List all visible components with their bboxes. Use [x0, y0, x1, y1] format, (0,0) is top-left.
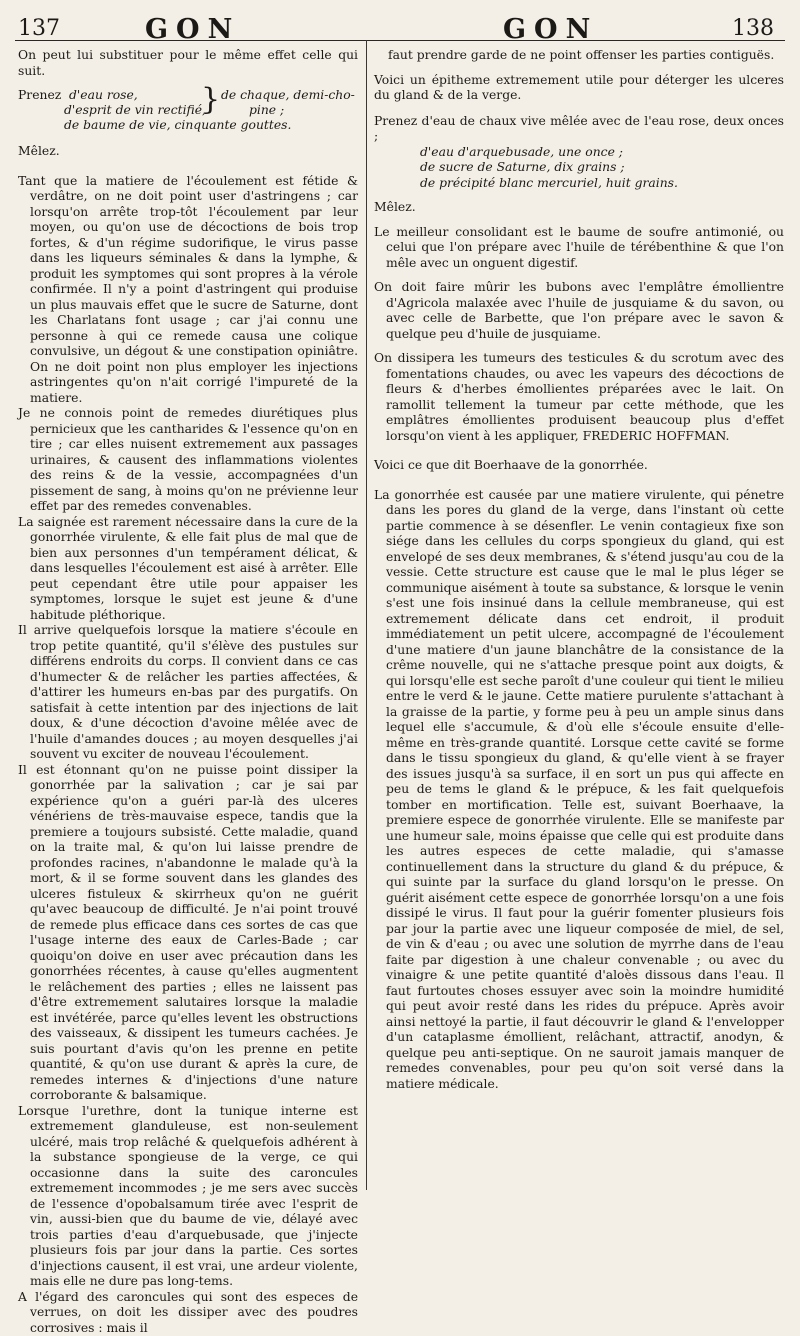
melez-label: Mêlez.	[18, 144, 358, 160]
recipe-line: de précipité blanc mercuriel, huit grains.	[374, 176, 784, 192]
left-page-number: 137	[18, 16, 60, 41]
recipe-note: de chaque, demi-cho-	[221, 88, 355, 104]
paragraph: On dissipera les tumeurs des testicules & du scrotum avec des fomentations chaudes, ou avec les vapeurs des décoctions de fleurs & d'herbes émollientes préparées avec le lait. On ramollit tellement la tumeur par cette méthode, que les emplâtres émollientes produisent beaucoup plus d'effet lorsqu'on vient à les appliquer, FREDERIC HOFFMAN.	[374, 351, 784, 444]
recipe-prenez: Prenez	[18, 88, 61, 104]
column-divider	[366, 40, 367, 1190]
paragraph: A l'égard des caroncules qui sont des especes de verrues, on doit les dissiper avec des poudres corrosives : mais il	[18, 1290, 358, 1336]
recipe-item: d'eau rose,	[69, 88, 138, 104]
recipe-block-left	[18, 88, 358, 135]
paragraph: Il arrive quelquefois lorsque la matiere s'écoule en trop petite quantité, qu'il s'élève des pustules sur différens endroits du corps. Il convient dans ce cas d'humecter & de relâcher les parties affectées, & d'attirer les humeurs en-bas par des purgatifs. On satisfait à cette intention par des injections de lait doux, & d'une décoction d'avoine mêlée avec de l'huile d'amandes douces ; au moyen desquelles j'ai souvent vu exciter de nouveau l'écoulement.	[18, 623, 358, 763]
recipe-line: Prenez d'eau de chaux vive mêlée avec de l'eau rose, deux onces ;	[374, 114, 784, 145]
left-running-head: GON	[145, 14, 240, 45]
recipe-line: de sucre de Saturne, dix grains ;	[374, 160, 784, 176]
header-rule	[15, 40, 785, 41]
recipe-item: de baume de vie, cinquante gouttes.	[64, 118, 291, 134]
boerhaave-heading: Voici ce que dit Boerhaave de la gonorrhée.	[374, 458, 784, 474]
recipe-item: d'esprit de vin rectifié,	[64, 103, 206, 119]
paragraph: La saignée est rarement nécessaire dans la cure de la gonorrhée virulente, & elle fait plus de mal que de bien aux personnes d'un tempérament délicat, & dans lesquelles l'écoulement est aisé à arrêter. Elle peut cependant être utile pour appaiser les symptomes, lorsque le sujet est jeune & d'une habitude pléthorique.	[18, 515, 358, 624]
paragraph: On doit faire mûrir les bubons avec l'emplâtre émollientre d'Agricola malaxée avec l'huile de jusquiame & du savon, ou avec celle de Barbette, que l'on prépare avec le savon & quelque peu d'huile de jusquiame.	[374, 280, 784, 342]
paragraph: Il est étonnant qu'on ne puisse point dissiper la gonorrhée par la salivation ; car je sai par expérience qu'on a guéri par-là des ulceres vénériens de très-mauvaise espece, tandis que la premiere a toujours subsisté. Cette maladie, quand on la traite mal, & qu'on lui laisse prendre de profondes racines, n'abandonne le malade qu'à la mort, & il se forme souvent dans les glandes des ulceres fistuleux & skirrheux qu'on ne guérit qu'avec beaucoup de difficulté. Je n'ai point trouvé de remede plus efficace dans ces sortes de cas que l'usage interne des eaux de Carles-Bade ; car quoiqu'on doive en user avec précaution dans les gonorrhées récentes, à cause qu'elles augmentent le relâchement des parties ; elles ne laissent pas d'être extremement salutaires lorsque la maladie est invétérée, parce qu'elles levent les obstructions des vaisseaux, & dissipent les tumeurs cachées. Je suis pourtant d'avis qu'on les prenne en petite quantité, & qu'on use durant & après la cure, de remedes internes & d'injections d'une nature corroborante & balsamique.	[18, 763, 358, 1104]
paragraph: Lorsque l'urethre, dont la tunique interne est extremement glanduleuse, est non-seulement ulcéré, mais trop relâché & quelquefois adhérent à la substance spongieuse de la verge, ce qui occasionne dans la suite des caroncules extremement incommodes ; je me sers avec succès de l'essence d'opobalsamum tirée avec l'esprit de vin, aussi-bien que du baume de vie, délayé avec trois parties d'eau d'arquebusade, que j'injecte plusieurs fois par jour dans la partie. Ces sortes d'injections causent, il est vrai, une ardeur violente, mais elle ne dure pas long-tems.	[18, 1104, 358, 1290]
melez-label: Mêlez.	[374, 200, 784, 216]
recipe-line: d'eau d'arquebusade, une once ;	[374, 145, 784, 161]
paragraph: Le meilleur consolidant est le baume de soufre antimonié, ou celui que l'on prépare avec l'huile de térébenthine & que l'on mêle avec un onguent digestif.	[374, 225, 784, 272]
recipe-note: pine ;	[249, 103, 284, 119]
recipe-block-right	[374, 114, 784, 192]
paragraph: Tant que la matiere de l'écoulement est fétide & verdâtre, on ne doit point user d'astringens ; car lorsqu'on arrête trop-tôt l'écoulement par leur moyen, ou qu'on use de décoctions de bois trop fortes, & d'un régime sudorifique, le virus passe dans les liqueurs séminales & dans la lymphe, & produit les symptomes qui sont propres à la vérole confirmée. Il n'y a point d'astringent qui produise un plus mauvais effet que le sucre de Saturne, dont les Charlatans font usage ; car j'ai connu une personne à qui ce remede causa une colique convulsive, un dégout & une constipation opiniâtre. On ne doit point non plus employer les injections astringentes qu'on n'ait corrigé l'impureté de la matiere.	[18, 174, 358, 407]
paragraph: Je ne connois point de remedes diurétiques plus pernicieux que les cantharides & l'essence qu'on en tire ; car elles nuisent extremement aux passages urinaires, & causent des inflammations violentes des reins & de la vessie, accompagnées d'un pissement de sang, à moins qu'on ne prévienne leur effet par des remedes convenables.	[18, 406, 358, 515]
epitheme-intro: Voici un épitheme extremement utile pour déterger les ulceres du gland & de la verge.	[374, 73, 784, 104]
right-column	[374, 48, 784, 1092]
left-column	[18, 48, 358, 1336]
intro-line: On peut lui substituer pour le même effet celle qui suit.	[18, 48, 358, 79]
continuation-text: faut prendre garde de ne point offenser les parties contiguës.	[374, 48, 784, 64]
recipe-brace: }	[201, 85, 220, 115]
paragraph: La gonorrhée est causée par une matiere virulente, qui pénetre dans les pores du gland de la verge, dans l'instant où cette partie commence à se désenfler. Le venin contagieux fixe son siége dans les cellules du corps spongieux du gland, qui est envelopé de ses deux membranes, & s'étend jusqu'au cou de la vessie. Cette structure est cause que le mal le plus léger se communique aisément à toute sa substance, & lorsque le venin s'est une fois insinué dans la cellule membraneuse, qui est extremement délicate dans cet endroit, il produit immédiatement un petit ulcere, accompagné de l'écoulement d'une matiere d'un jaune blanchâtre de la consistance de la crême nouvelle, qui ne s'attache presque point aux doigts, & qui lorsqu'elle est seche paroît d'une couleur qui tient le milieu entre le verd & le jaune. Cette matiere purulente s'attachant à la graisse de la partie, y forme peu à peu un ample sinus dans lequel elle s'accumule, & d'où elle s'écoule ensuite d'elle-même en très-grande quantité. Lorsque cette cavité se forme dans le tissu spongieux du gland, & qu'elle vient à se frayer des issues jusqu'à sa surface, il en sort un pus qui affecte en peu de tems le gland & le prépuce, & les fait quelquefois tomber en mortification. Telle est, suivant Boerhaave, la premiere espece de gonorrhée virulente. Elle se manifeste par une humeur sale, moins épaisse que celle qui est produite dans les autres especes de cette maladie, qui s'amasse continuellement dans la structure du gland & du prépuce, & qui suinte par la surface du gland lorsqu'on le presse. On guérit aisément cette espece de gonorrhée lorsqu'on a une fois dissipé le virus. Il faut pour la guérir fomenter plusieurs fois par jour la partie avec une liqueur composée de miel, de sel, de vin & d'eau ; ou avec une solution de myrrhe dans de l'eau faite par digestion à une chaleur convenable ; ou avec du vinaigre & une petite quantité d'aloès dissous dans l'eau. Il faut furtoutes choses essuyer avec soin la moindre humidité qui peut avoir resté dans les rides du prépuce. Après avoir ainsi nettoyé la partie, il faut découvrir le gland & l'envelopper d'un cataplasme émollient, relâchant, attractif, anodyn, & quelque peu anti-septique. On ne sauroit jamais manquer de remedes convenables, pour peu qu'on soit versé dans la matiere médicale.	[374, 488, 784, 1093]
right-running-head: GON	[503, 14, 598, 45]
right-page-number: 138	[732, 16, 774, 41]
